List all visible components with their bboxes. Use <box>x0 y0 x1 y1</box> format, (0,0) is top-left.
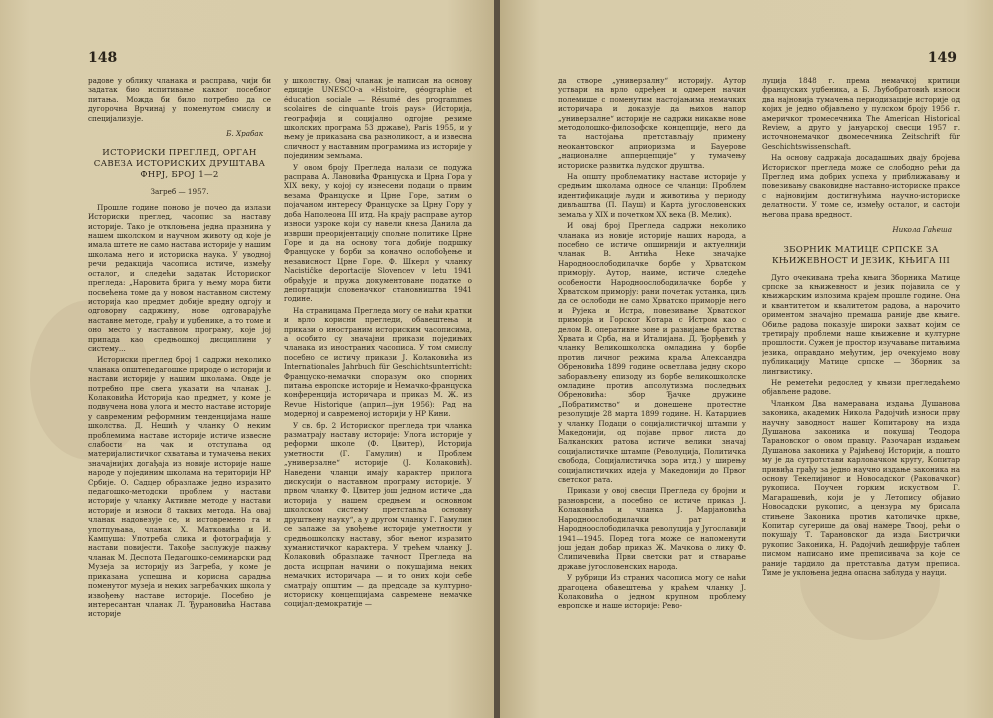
paragraph: Чланком Два намеравана издања Душанова законика, академик Никола Радојчић износи прву научну заводност нашег Копитарову на изда Душанова законика и покушај Теодора Тарановског о овом правцу. Разочаран издањем Душанова законика у Рајићевој Историји, а пошто му је да сутротстави карловачком кругу, Копитар привиђа грађу за једно научно издање законика на основу Текелијиног и Новосадског (Раковачког) рукописа. Поучен горким искуством Г. Магарашевић, који је у Летопису објавио Новосадски рукопис, а цензура му брисала стињене Законика против католичке цркве, Копитар сугерише да овај намере Твоој, рећи о покушају Т. Тарановског да изда Бистрички рукопис Законика, Н. Радојчић дешифрује таблен писмом написано име преписивача за које се раније тардило да претставља датум преписа. Тиме је уклоњена једна опасна заблуда у науци. <box>762 398 960 578</box>
article-subheading: Загреб — 1957. <box>150 187 209 197</box>
author-signature: Никола Гаћеша <box>892 225 952 235</box>
paragraph: Дуго очекивана трећа књига Зборника Матице српске за књижевност и језик појавила се у књижарским излозима крајем прошле године. Она и квантитетом и квалитетом радова, а нарочито ориментом значајно премаша раније две књиге. Обиље радова показује широки захват којим се третирају проблеми наше књижевне и културне прошлости. Сужен је простор изучавање питањима језика, оправдано међутим, јер очекујемо нову публикацију Матице српске — Зборник за лингвистику. <box>762 272 960 376</box>
paragraph: На општу проблематику наставе историје у средњим школама односе се чланци: Проблем идентификације људи и животиња у периоду дивљаштва (П. Пауш) и Карта југословенских земаља у XIX и почетком XX века (В. Мелик). <box>558 172 746 219</box>
page-number-left: 148 <box>88 50 118 66</box>
article-heading: ИСТОРИСКИ ПРЕГЛЕД, ОРГАН САВЕЗА ИСТОРИСКИХ ДРУШТАВА ФНРЈ, БРОЈ 1—2 <box>93 148 266 181</box>
paragraph: Историски преглед број 1 садржи неколико чланака општепедагошке природе о историји и настави историје у нашим школама. Овде је потребно пре свега указати на чланак Ј. Колаковића Историја као предмет, у коме је подвучена нова улога и место наставе историје у савременим реформним тенденцијама наше школства. Д. Нешић у чланку О неким проблемима наставе историје истиче извесне слабости на чак и отступања од материјалистичког схватања и тумачења неких значајнијих догађаја из новије историје наше народе у појединим школама на територији НР Србије. О. Садцер образлаже једно изразито педагошко-методски проблем у настави историје у чланку Активне методе у настави историје и износи 8 таквих метода. На овај чланак надовезује се, и истовремено га и употпуњава, чланак Х. Матковића и И. Кампуша: Употреба слика и фотографија у настави повијести. Такође заслужује пажњу чланак М. Деспота Педагошко-семинарски рад Музеја за историју из Загреба, у коме је приказана успешна и корисна сарадња поменутог музеја и неких загребачких школа у извођењу наставе историје. Посебно је интересантан чланак Л. Ђурановића Настава историје <box>88 355 271 619</box>
paragraph: Не реметећи редослед у књизи прегледаћемо објављене радове. <box>762 377 960 397</box>
left-column-2 <box>284 76 472 696</box>
paragraph: да створе „универзалну“ историју. Аутор уствари на врло одређен и одмерен начин полемише с поменутим настојањима немачких историчара и доказује да њихов напор „универзалне“ историје не садржи никакве нове методолошко-филозофске концепције, него да та настојања претстављају примену неокантовског априоризма и Бауерове „националне апперцепције“ у тумачењу историске развитка људског друштва. <box>558 76 746 170</box>
left-page <box>0 0 496 718</box>
paragraph: Прошле године поново је почео да излази Историски преглед, часопис за наставу историје. Тако је отклоњена једна празнина у нашем школском и научном животу од које је имала штете не само настава историје у нашим школама него и историска наука. У уводној речи редакција часописа истиче, између осталог, и следећи задатак Историског прегледа: „Наровита брига у њему мора бити посвећена томе да у новом наставном систему историја као предмет добије вредну одгоју и одговорну садржину, нове одговарајуће наставне методе, грађу и уџбенике, а то томе и оно место у наставном програму, које јој припада као средњошкој дисциплини у систему... <box>88 202 271 353</box>
paragraph: радове у облику чланака и расправа, чији би задатак био испитивање каквог посебног питања. Можда би било потребно да се дугорочна Врчинај у поменутом смислу и специјализује. <box>88 76 271 123</box>
paragraph: У св. бр. 2 Историског прегледа три чланка разматрају наставу историје: Улога историје у реформи школе (Ф. Цвитер), Историја уметности (Г. Гамулин) и Проблем „универзалне“ историје (Ј. Колаковић). Наведени чланци имају карактер прилога дискусији о наставном програму историје. У првом чланку Ф. Цвитер још једном истиче „да историја у нашем средњем и основном школском систему претставља основну друштвену науку“, а у другом чланку Г. Гамулин се залаже за увођење историје уметности у средњошколску наставу, због њеног изразито хуманистичког карактера. У трећем чланку Ј. Колаковић образлаже тачност Прегледа на доста исцрпан начини о покушајима неких немачких историчара — и то оних који себе сматрају општим — да предсаде за културно-историску концепцијама савремене немачке социјал-демократије — <box>284 420 472 609</box>
left-column-1 <box>88 76 271 696</box>
right-column-1 <box>558 76 746 706</box>
paragraph: На основу садржаја досадашњих двају бројева Историског прегледа може се слободно рећи да Преглед има добрих успеха у приближавању и повезивању сваковидне наставно-историске праксе с најновијим достигнућима научно-историске делатности. У томе се, између осталог, и састоји његова права вредност. <box>762 153 960 219</box>
article-heading: ЗБОРНИК МАТИЦЕ СРПСКЕ ЗА КЊИЖЕВНОСТ И ЈЕЗИК, КЊИГА III <box>771 244 951 266</box>
paragraph: Прикази у овој свесци Прегледа су бројни и разноврсни, а посебно се истиче приказ Ј. Колаковића и чланка Ј. Марјановића Народноослободилачки рат и Народноослободилачка револуција у Југославији 1941—1945. Поред тога може се напоменути још један добар приказ Ж. Мачкова о лику Ф. Слипичевића Први светски рат и стварање државе југословенских народа. <box>558 486 746 571</box>
paragraph: луција 1848 г. према немачкој критици француских уџбеника, а Б. Љубобратовић износи два најновија тумачења периодизације историје од којих је једно објављено у пулском броју 1956 г. америчког тромесечника The American Historical Review, а друго у јануарској свесци 1957 г. источнонемачког двомесечника Zeitschrift für Geschichtswissenschaft. <box>762 76 960 151</box>
paragraph: И овај број Прегледа садржи неколико чланака из новије историје наших народа, а посебно се истиче опширнији и актуелнији чланак В. Антића Неке значајке Народноослободилачке борбе у Хрватском приморју. Аутор, наиме, истиче следеће особености Народноослободилачке борбе у Хрватском приморју: рани почетак устанка, циљ да се ослободи не само Хрватско приморје него и Рујека и Истра, повезивање Хрватског приморја и Горског Котара с Истром као с делом В. оперативне зоне и развијање братства Хрвата и Срба, на и Италијана. Д. Ђорђевић у чланку Великошколска омладина у борбе против личног режима краља Александра Обреновића 1899 године осветлава једну скоро заборављену епизоду из борбе великошколске омладине против апсолутизма последњих Обреновића: збор Ђачке дружине „Побратимство“ и донешене протестне резолуције 28 марта 1899 године. Н. Катарџиев у чланку Подаци о социјалистичкој штампи у Македонији, од појаве првог листа до Балканских ратова истиче велики значај социјалистичке штампе (Револуција, Политичка свобода, Социјалистичка зора итд.) у ширењу социјалистичких идеја у Македонији до Првог светског рата. <box>558 221 746 485</box>
author-signature: Б. Храбак <box>226 129 263 139</box>
paragraph: у школству. Овај чланак је написан на основу едиције UNESCO-а «Histoire, géographie et éducation sociale — Résumé des programmes scolaires de cinquante trois pays» (Историја, географија и социјално одгојне резиме школских програма 53 државе), Paris 1955, и у њему је приказана сва разноликост, а и извесна сличност у наставним програмима из историје у појединим земљама. <box>284 76 472 161</box>
page-number-right: 149 <box>927 50 957 66</box>
paragraph: У овом броју Прегледа налази се подужа расправа А. Лановића Француска и Црна Гора у XIX веку, у којој су изнесени подаци о првим везама Француске и Црне Горе, затим о појачаном интересу Француске за Црну Гору у доба Наполеона III итд. На крају расправе аутор износи узроке који су навели кнеза Данила да изврши преоријентацију спољне политике Црне Горе и да на основу тога добије подршку Француске у борби за коначно ослобођење и независност Црне Горе. Ф. Шкерл у чланку Nacističke deportacije Slovencev v letu 1941 обрађује и пружа документоване податке о депортацији словеначког становништва 1941 године. <box>284 162 472 304</box>
paragraph: На страницама Прегледа могу се наћи кратки и врло корисни прегледи, обавештења и прикази о иностраним историским часописима, а особито су значајни прикази поједињих чланака из иностраних часописа. У том смислу посебно се истичу прикази Ј. Колаковића из Internationales Jahrbuch für Geschichtsunterricht: Француско-немачки споразум око спорних питања европске историје и Немачко-француска конференција историчара и приказ М. Ж. из Revue Historique (април—јун 1956): Рад на модерној и савременој историји у НР Кини. <box>284 305 472 419</box>
paragraph: У рубрици Из страних часописа могу се наћи драгоцена обавештења у краћем чланку Ј. Колаковића о једном крупном проблему европске и наше историје: Рево- <box>558 573 746 611</box>
right-column-2 <box>762 76 960 706</box>
right-page <box>500 0 993 718</box>
